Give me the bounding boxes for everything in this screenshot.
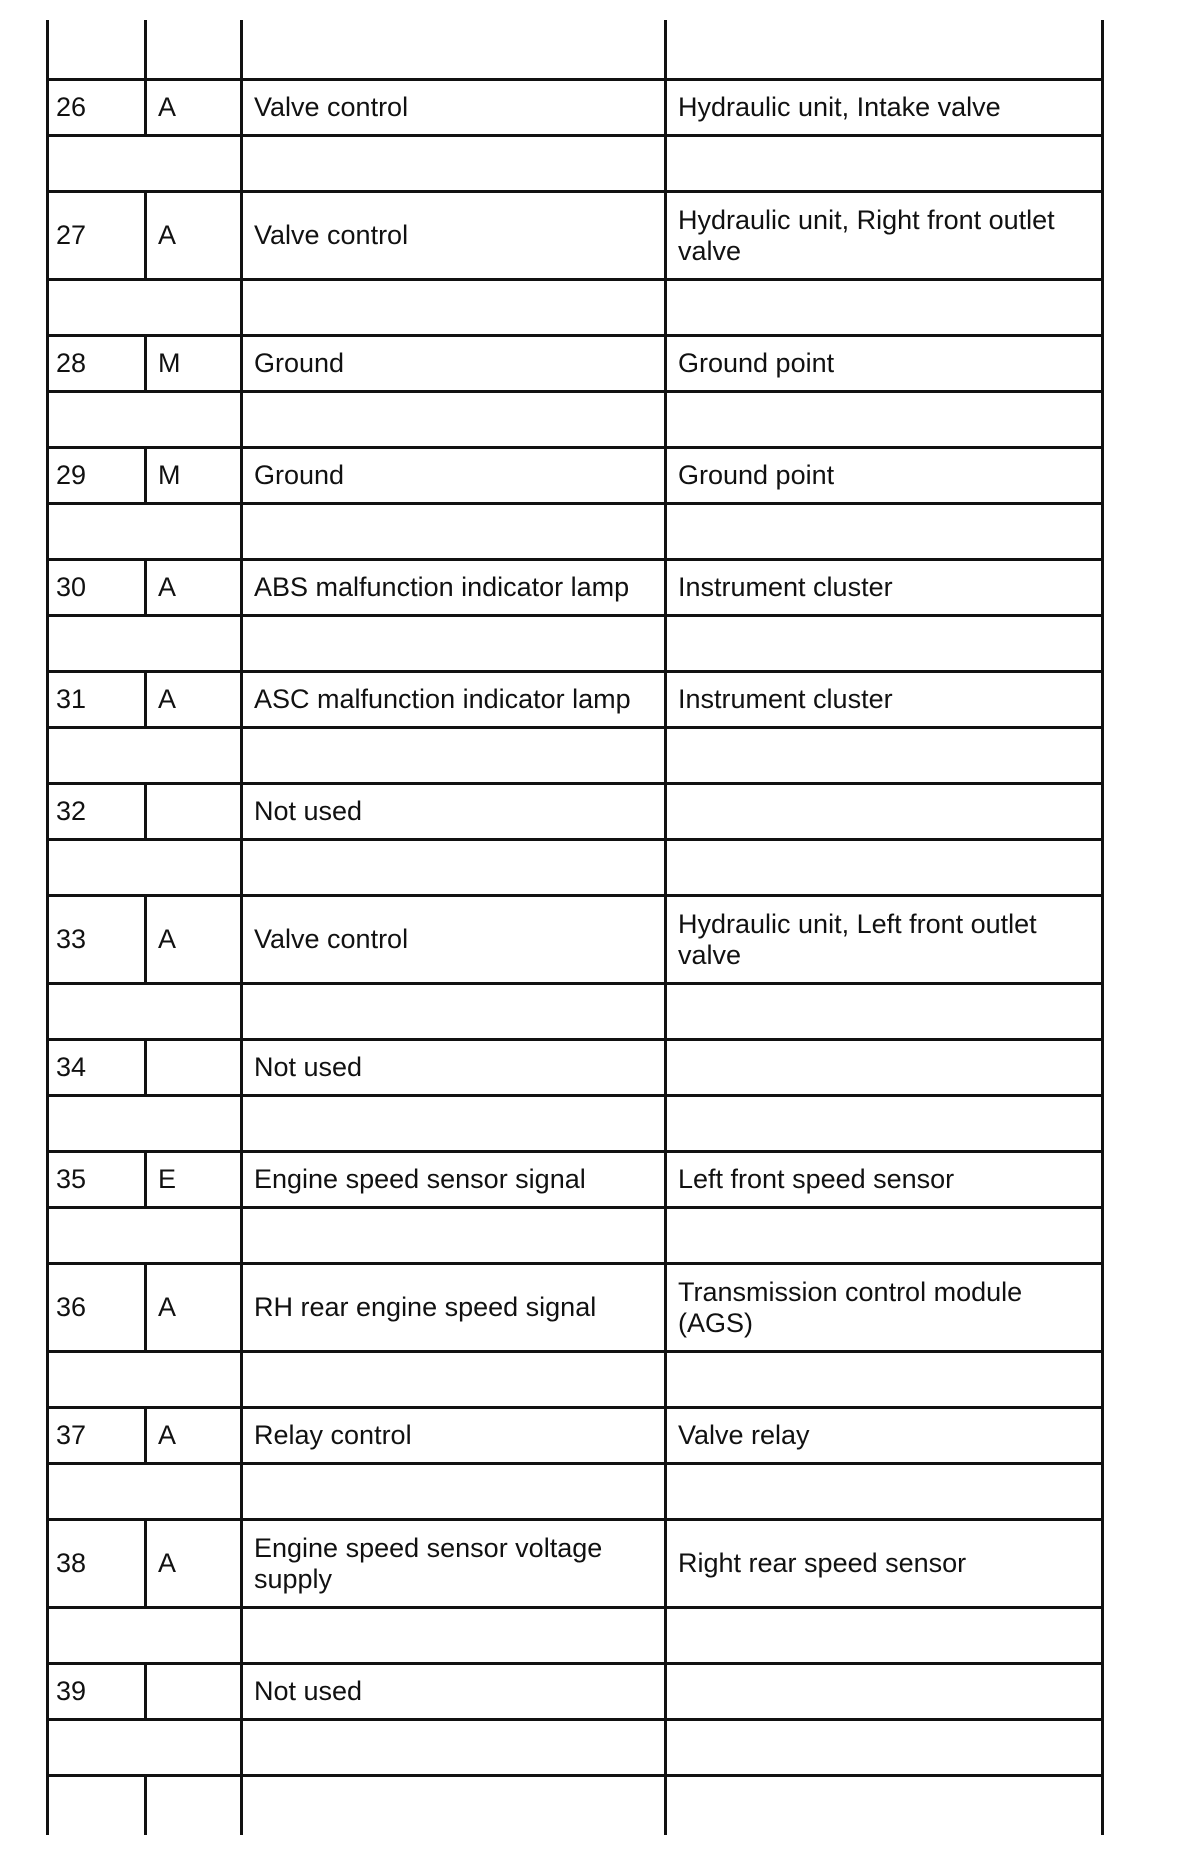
pin-number-cell: 26 (56, 92, 87, 122)
connection-cell (678, 1665, 1095, 1718)
table-row-border (46, 1606, 1104, 1609)
pin-type-cell: A (158, 572, 177, 602)
pin-number-cell: 32 (56, 796, 87, 826)
connection-cell (678, 1041, 1095, 1094)
pin-type-cell: A (158, 1548, 177, 1578)
signal-function-cell: Engine speed sensor signal (254, 1164, 586, 1194)
table-column-border (240, 20, 243, 1835)
signal-function-cell: Ground (254, 348, 345, 378)
pin-number-cell: 30 (56, 572, 87, 602)
table-row-border (46, 982, 1104, 985)
table-column-border (46, 20, 49, 1835)
table-row-border (46, 1206, 1104, 1209)
merged-spacer-cell (144, 985, 147, 1038)
pin-type-cell: A (158, 684, 177, 714)
connection-cell: Hydraulic unit, Left front outlet valve (678, 908, 1037, 970)
table-row-border (46, 1094, 1104, 1097)
signal-function-cell: Not used (254, 1676, 363, 1706)
table-row-border (46, 278, 1104, 281)
table-row-border (46, 134, 1104, 137)
pin-number-cell: 27 (56, 220, 87, 250)
signal-function-cell: Not used (254, 1052, 363, 1082)
merged-spacer-cell (144, 617, 147, 670)
pin-type-cell (158, 785, 236, 838)
table-row-border (46, 614, 1104, 617)
pin-assignment-table (46, 20, 1104, 1835)
table-row-border (46, 390, 1104, 393)
merged-spacer-cell (144, 505, 147, 558)
merged-spacer-cell (144, 137, 147, 190)
pin-type-cell: A (158, 220, 177, 250)
signal-function-cell: Valve control (254, 92, 409, 122)
merged-spacer-cell (144, 1609, 147, 1662)
signal-function-cell: RH rear engine speed signal (254, 1292, 597, 1322)
table-column-border (664, 20, 667, 1835)
connection-cell: Ground point (678, 348, 835, 378)
pin-type-cell: M (158, 348, 181, 378)
connection-cell: Right rear speed sensor (678, 1548, 967, 1578)
pin-type-cell: E (158, 1164, 177, 1194)
connection-cell (678, 785, 1095, 838)
connection-cell: Left front speed sensor (678, 1164, 955, 1194)
pin-number-cell: 39 (56, 1676, 87, 1706)
signal-function-cell: Relay control (254, 1420, 412, 1450)
table-row-border (46, 1350, 1104, 1353)
connection-cell: Valve relay (678, 1420, 810, 1450)
pin-number-cell: 36 (56, 1292, 87, 1322)
table-row-border (46, 838, 1104, 841)
pin-number-cell: 38 (56, 1548, 87, 1578)
table-row-border (46, 502, 1104, 505)
signal-function-cell: Ground (254, 460, 345, 490)
connection-cell: Instrument cluster (678, 684, 893, 714)
merged-spacer-cell (144, 393, 147, 446)
signal-function-cell: ASC malfunction indicator lamp (254, 684, 631, 714)
merged-spacer-cell (144, 841, 147, 894)
pin-number-cell: 33 (56, 924, 87, 954)
merged-spacer-cell (144, 1097, 147, 1150)
connection-cell: Hydraulic unit, Right front outlet valve (678, 204, 1055, 266)
connection-cell: Ground point (678, 460, 835, 490)
pin-number-cell: 31 (56, 684, 87, 714)
pin-number-cell: 37 (56, 1420, 87, 1450)
connection-cell: Instrument cluster (678, 572, 893, 602)
table-row-border (46, 1462, 1104, 1465)
table-column-border (1101, 20, 1104, 1835)
connection-cell: Transmission control module (AGS) (678, 1276, 1023, 1338)
pin-type-cell (158, 1665, 236, 1718)
merged-spacer-cell (144, 729, 147, 782)
pin-number-cell: 35 (56, 1164, 87, 1194)
connection-cell: Hydraulic unit, Intake valve (678, 92, 1001, 122)
merged-spacer-cell (144, 281, 147, 334)
signal-function-cell: Engine speed sensor voltage supply (254, 1532, 603, 1594)
signal-function-cell: Valve control (254, 220, 409, 250)
table-row-border (46, 1718, 1104, 1721)
pin-type-cell: A (158, 92, 177, 122)
signal-function-cell: Not used (254, 796, 363, 826)
merged-spacer-cell (144, 1721, 147, 1774)
pin-number-cell: 29 (56, 460, 87, 490)
merged-spacer-cell (144, 1353, 147, 1406)
pin-number-cell: 28 (56, 348, 87, 378)
pin-type-cell: A (158, 1420, 177, 1450)
pin-type-cell: M (158, 460, 181, 490)
signal-function-cell: Valve control (254, 924, 409, 954)
table-row-border (46, 1774, 1104, 1777)
table-row-border (46, 726, 1104, 729)
pin-number-cell: 34 (56, 1052, 87, 1082)
signal-function-cell: ABS malfunction indicator lamp (254, 572, 630, 602)
pin-type-cell (158, 1041, 236, 1094)
pin-type-cell: A (158, 924, 177, 954)
merged-spacer-cell (144, 1465, 147, 1518)
pin-type-cell: A (158, 1292, 177, 1322)
merged-spacer-cell (144, 1209, 147, 1262)
